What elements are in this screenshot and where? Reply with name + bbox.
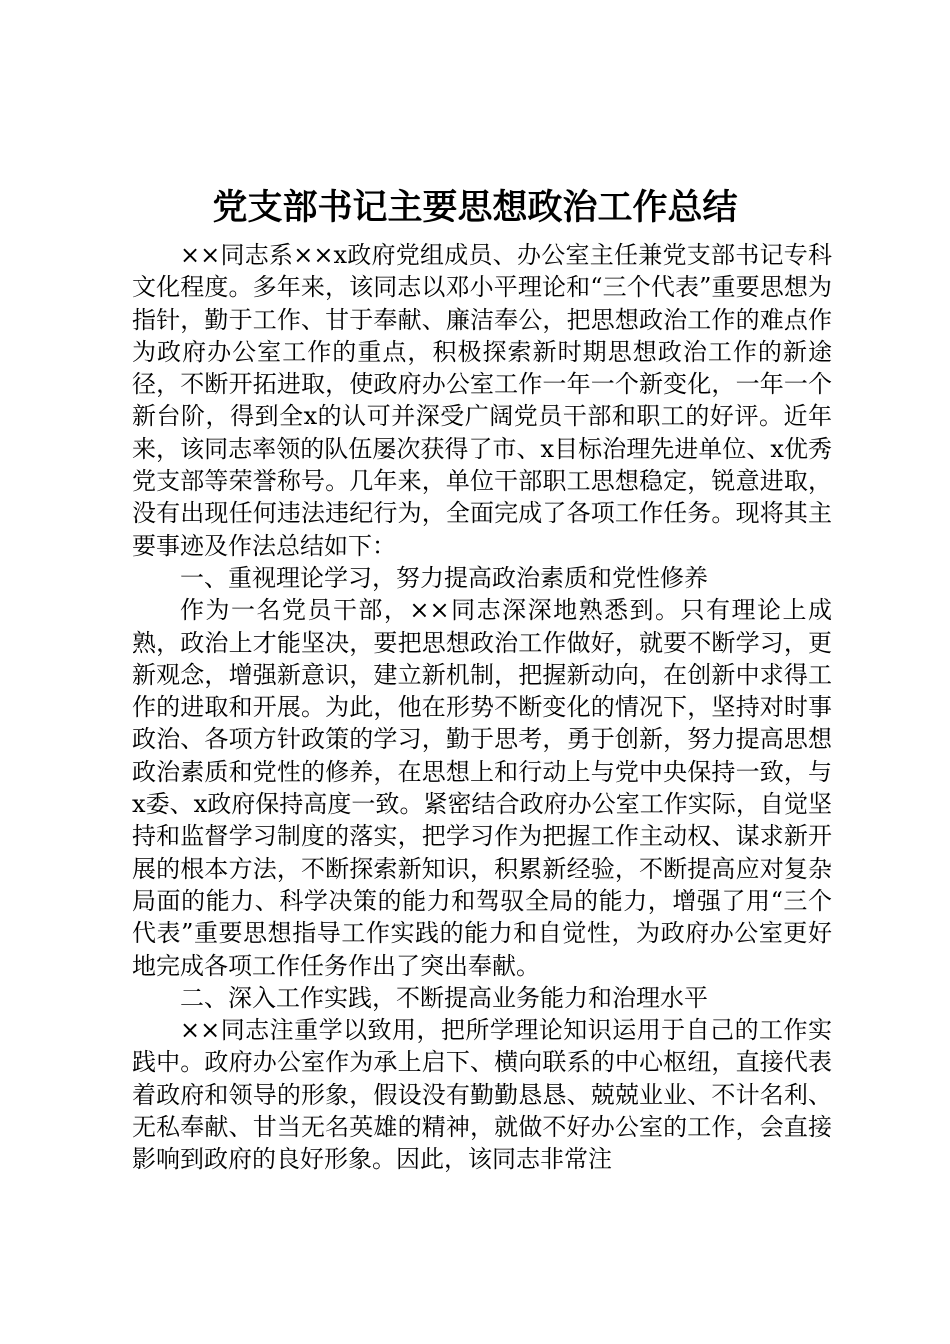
intro-paragraph: ××同志系××x政府党组成员、办公室主任兼党支部书记专科文化程度。多年来，该同志以邓小平理论和“三个代表”重要思想为指针，勤于工作、甘于奉献、廉洁奉公，把思想政治工作的难点作为政府办公室工作的重点，积极探索新时期思想政治工作的新途径，不断开拓进取，使政府办公室工作一年一个新变化，一年一个新台阶，得到全x的认可并深受广阔党员干部和职工的好评。近年来，该同志率领的队伍屡次获得了市、x目标治理先进单位、x优秀党支部等荣誉称号。几年来，单位干部职工思想稳定，锐意进取，没有出现任何违法违纪行为，全面完成了各项工作任务。现将其主要事迹及作法总结如下： (132, 241, 832, 560)
section-heading-2: 二、深入工作实践，不断提高业务能力和治理水平 (180, 983, 708, 1012)
document-body (132, 239, 832, 1176)
document-title: 党支部书记主要思想政治工作总结 (212, 187, 738, 228)
section-heading-1: 一、重视理论学习，努力提高政治素质和党性修养 (180, 563, 708, 592)
section-2-paragraph: ××同志注重学以致用，把所学理论知识运用于自己的工作实践中。政府办公室作为承上启下、横向联系的中心枢纽，直接代表着政府和领导的形象，假设没有勤勤恳恳、兢兢业业、不计名利、无私奉献、甘当无名英雄的精神，就做不好办公室的工作，会直接影响到政府的良好形象。因此，该同志非常注 (132, 1016, 832, 1174)
section-1-paragraph: 作为一名党员干部，××同志深深地熟悉到。只有理论上成熟，政治上才能坚决，要把思想政治工作做好，就要不断学习，更新观念，增强新意识，建立新机制，把握新动向，在创新中求得工作的进取和开展。为此，他在形势不断变化的情况下，坚持对时事政治、各项方针政策的学习，勤于思考，勇于创新，努力提高思想政治素质和党性的修养，在思想上和行动上与党中央保持一致，与x委、x政府保持高度一致。紧密结合政府办公室工作实际，自觉坚持和监督学习制度的落实，把学习作为把握工作主动权、谋求新开展的根本方法，不断探索新知识，积累新经验，不断提高应对复杂局面的能力、科学决策的能力和驾驭全局的能力，增强了用“三个代表”重要思想指导工作实践的能力和自觉性，为政府办公室更好地完成各项工作任务作出了突出奉献。 (132, 596, 832, 980)
